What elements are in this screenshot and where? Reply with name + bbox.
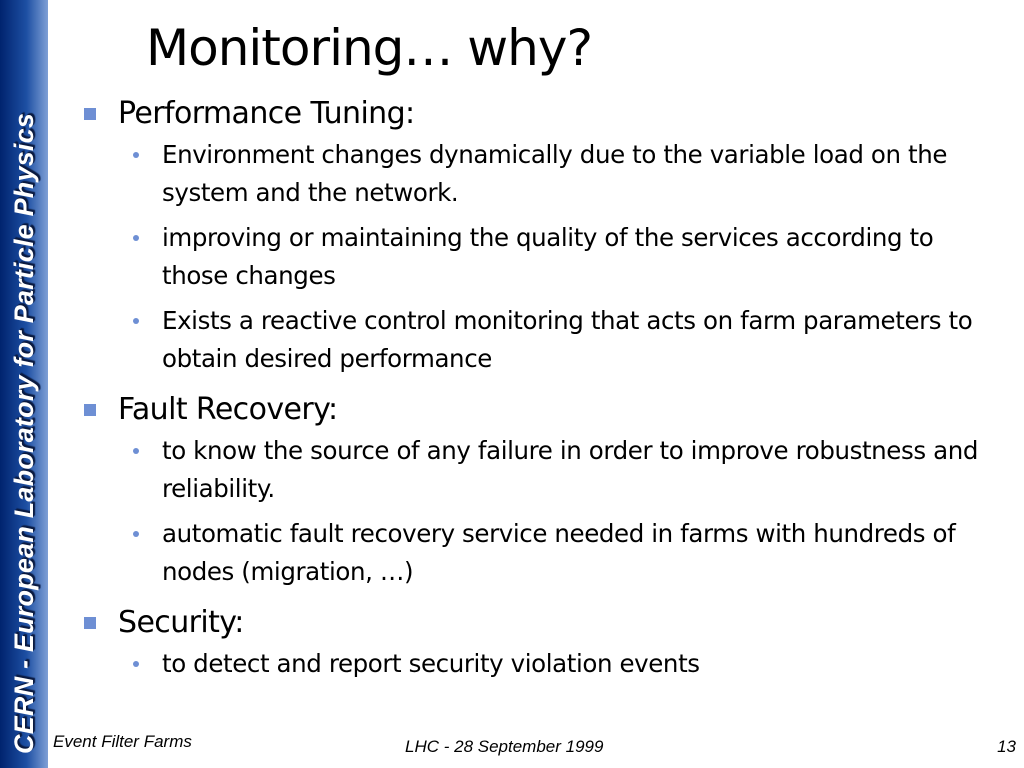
slide-title: Monitoring… why? — [146, 19, 592, 77]
section-heading — [82, 603, 1002, 643]
list-item — [82, 302, 1002, 378]
footer-page-number: 13 — [997, 737, 1016, 756]
sidebar-banner — [0, 0, 48, 768]
list-item-text: automatic fault recovery service needed in farms with hundreds of nodes (migration, …) — [162, 519, 956, 586]
list-item — [82, 515, 1002, 591]
section-fault-recovery — [82, 390, 1002, 591]
list-item — [82, 432, 1002, 508]
dot-bullet-icon — [133, 531, 139, 537]
dot-bullet-icon — [133, 318, 139, 324]
section-performance-tuning — [82, 94, 1002, 378]
section-heading-text: Fault Recovery: — [118, 392, 338, 427]
slide-content — [82, 94, 1002, 690]
square-bullet-icon — [84, 617, 96, 629]
bullet-list — [82, 136, 1002, 378]
sidebar-organization-text: CERN - European Laboratory for Particle Physics — [9, 112, 39, 754]
section-heading — [82, 390, 1002, 430]
footer-presentation-title: Event Filter Farms — [53, 732, 192, 751]
list-item — [82, 219, 1002, 295]
list-item — [82, 645, 1002, 683]
list-item — [82, 136, 1002, 212]
list-item-text: to know the source of any failure in order to improve robustness and reliability. — [162, 436, 978, 503]
dot-bullet-icon — [133, 152, 139, 158]
list-item-text: improving or maintaining the quality of the services according to those changes — [162, 223, 934, 290]
dot-bullet-icon — [133, 661, 139, 667]
dot-bullet-icon — [133, 235, 139, 241]
dot-bullet-icon — [133, 448, 139, 454]
bullet-list — [82, 432, 1002, 591]
section-security — [82, 603, 1002, 683]
square-bullet-icon — [84, 108, 96, 120]
section-heading — [82, 94, 1002, 134]
list-item-text: Environment changes dynamically due to the variable load on the system and the network. — [162, 140, 947, 207]
list-item-text: Exists a reactive control monitoring that acts on farm parameters to obtain desired performance — [162, 306, 973, 373]
list-item-text: to detect and report security violation events — [162, 649, 700, 678]
footer-event-date: LHC - 28 September 1999 — [405, 737, 604, 756]
section-heading-text: Performance Tuning: — [118, 96, 415, 131]
square-bullet-icon — [84, 404, 96, 416]
section-heading-text: Security: — [118, 605, 244, 640]
bullet-list — [82, 645, 1002, 683]
